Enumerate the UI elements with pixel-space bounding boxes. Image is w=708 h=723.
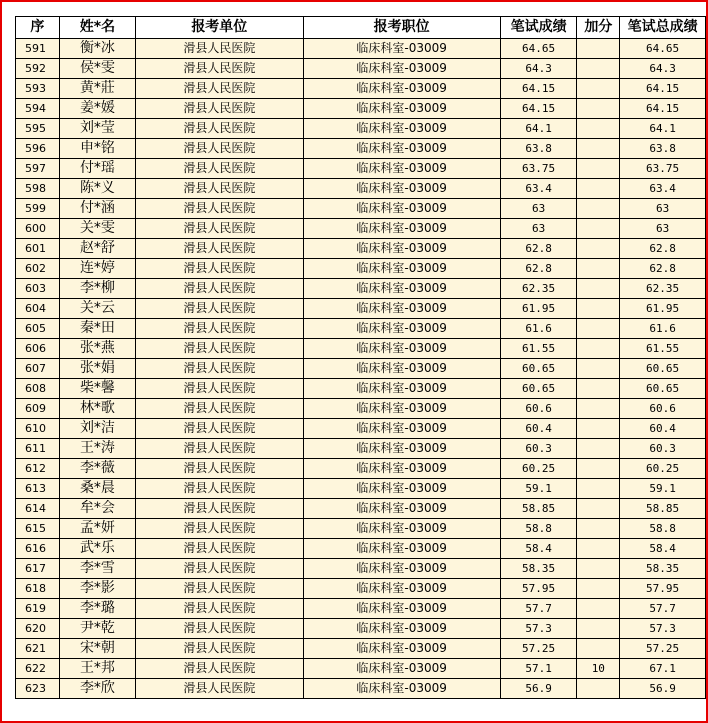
cell-position: 临床科室-03009 bbox=[303, 439, 500, 459]
cell-total: 64.65 bbox=[620, 39, 706, 59]
cell-unit: 滑县人民医院 bbox=[136, 459, 303, 479]
table-row bbox=[16, 299, 706, 319]
cell-score: 64.15 bbox=[500, 79, 577, 99]
table-row bbox=[16, 139, 706, 159]
cell-position: 临床科室-03009 bbox=[303, 259, 500, 279]
table-row bbox=[16, 59, 706, 79]
cell-score: 62.8 bbox=[500, 239, 577, 259]
table-body bbox=[16, 39, 706, 699]
cell-score: 63 bbox=[500, 199, 577, 219]
cell-seq: 615 bbox=[16, 519, 60, 539]
header-unit: 报考单位 bbox=[136, 17, 303, 39]
cell-score: 58.4 bbox=[500, 539, 577, 559]
cell-unit: 滑县人民医院 bbox=[136, 439, 303, 459]
cell-name: 林*歌 bbox=[59, 399, 135, 419]
cell-seq: 596 bbox=[16, 139, 60, 159]
table-row bbox=[16, 259, 706, 279]
cell-name: 尹*乾 bbox=[59, 619, 135, 639]
cell-seq: 592 bbox=[16, 59, 60, 79]
cell-unit: 滑县人民医院 bbox=[136, 579, 303, 599]
cell-bonus bbox=[577, 419, 620, 439]
cell-score: 57.3 bbox=[500, 619, 577, 639]
cell-position: 临床科室-03009 bbox=[303, 659, 500, 679]
cell-seq: 621 bbox=[16, 639, 60, 659]
cell-bonus bbox=[577, 119, 620, 139]
cell-score: 62.35 bbox=[500, 279, 577, 299]
table-row bbox=[16, 79, 706, 99]
cell-seq: 609 bbox=[16, 399, 60, 419]
table-row bbox=[16, 459, 706, 479]
table-row bbox=[16, 599, 706, 619]
cell-total: 59.1 bbox=[620, 479, 706, 499]
cell-bonus bbox=[577, 319, 620, 339]
table-row bbox=[16, 419, 706, 439]
cell-total: 58.8 bbox=[620, 519, 706, 539]
cell-total: 56.9 bbox=[620, 679, 706, 699]
cell-total: 63 bbox=[620, 219, 706, 239]
cell-seq: 594 bbox=[16, 99, 60, 119]
table-row bbox=[16, 339, 706, 359]
cell-name: 关*云 bbox=[59, 299, 135, 319]
cell-bonus bbox=[577, 239, 620, 259]
table-row bbox=[16, 619, 706, 639]
cell-score: 63.4 bbox=[500, 179, 577, 199]
cell-unit: 滑县人民医院 bbox=[136, 179, 303, 199]
cell-name: 黄*莊 bbox=[59, 79, 135, 99]
cell-position: 临床科室-03009 bbox=[303, 479, 500, 499]
cell-name: 陈*义 bbox=[59, 179, 135, 199]
cell-seq: 591 bbox=[16, 39, 60, 59]
cell-name: 柴*馨 bbox=[59, 379, 135, 399]
cell-unit: 滑县人民医院 bbox=[136, 99, 303, 119]
cell-seq: 593 bbox=[16, 79, 60, 99]
cell-score: 58.85 bbox=[500, 499, 577, 519]
cell-seq: 619 bbox=[16, 599, 60, 619]
cell-total: 58.35 bbox=[620, 559, 706, 579]
cell-score: 64.1 bbox=[500, 119, 577, 139]
cell-score: 62.8 bbox=[500, 259, 577, 279]
cell-seq: 611 bbox=[16, 439, 60, 459]
cell-position: 临床科室-03009 bbox=[303, 59, 500, 79]
cell-bonus bbox=[577, 99, 620, 119]
cell-position: 临床科室-03009 bbox=[303, 419, 500, 439]
table-row bbox=[16, 579, 706, 599]
cell-unit: 滑县人民医院 bbox=[136, 659, 303, 679]
cell-position: 临床科室-03009 bbox=[303, 619, 500, 639]
cell-total: 67.1 bbox=[620, 659, 706, 679]
table-row bbox=[16, 219, 706, 239]
cell-position: 临床科室-03009 bbox=[303, 339, 500, 359]
cell-position: 临床科室-03009 bbox=[303, 79, 500, 99]
table-row bbox=[16, 179, 706, 199]
cell-unit: 滑县人民医院 bbox=[136, 139, 303, 159]
cell-seq: 622 bbox=[16, 659, 60, 679]
cell-name: 王*邦 bbox=[59, 659, 135, 679]
cell-total: 58.85 bbox=[620, 499, 706, 519]
cell-name: 李*璐 bbox=[59, 599, 135, 619]
header-name: 姓*名 bbox=[59, 17, 135, 39]
cell-total: 64.3 bbox=[620, 59, 706, 79]
cell-bonus bbox=[577, 339, 620, 359]
cell-unit: 滑县人民医院 bbox=[136, 199, 303, 219]
cell-position: 临床科室-03009 bbox=[303, 599, 500, 619]
cell-seq: 602 bbox=[16, 259, 60, 279]
cell-unit: 滑县人民医院 bbox=[136, 619, 303, 639]
cell-seq: 606 bbox=[16, 339, 60, 359]
cell-seq: 623 bbox=[16, 679, 60, 699]
cell-position: 临床科室-03009 bbox=[303, 279, 500, 299]
cell-position: 临床科室-03009 bbox=[303, 219, 500, 239]
cell-position: 临床科室-03009 bbox=[303, 499, 500, 519]
cell-position: 临床科室-03009 bbox=[303, 239, 500, 259]
cell-unit: 滑县人民医院 bbox=[136, 159, 303, 179]
cell-seq: 610 bbox=[16, 419, 60, 439]
cell-score: 60.3 bbox=[500, 439, 577, 459]
cell-unit: 滑县人民医院 bbox=[136, 419, 303, 439]
cell-total: 60.65 bbox=[620, 359, 706, 379]
cell-score: 56.9 bbox=[500, 679, 577, 699]
cell-bonus bbox=[577, 439, 620, 459]
cell-position: 临床科室-03009 bbox=[303, 519, 500, 539]
table-row bbox=[16, 479, 706, 499]
cell-score: 64.3 bbox=[500, 59, 577, 79]
cell-total: 63.4 bbox=[620, 179, 706, 199]
cell-position: 临床科室-03009 bbox=[303, 159, 500, 179]
cell-seq: 604 bbox=[16, 299, 60, 319]
cell-seq: 601 bbox=[16, 239, 60, 259]
header-score: 笔试成绩 bbox=[500, 17, 577, 39]
cell-total: 62.8 bbox=[620, 239, 706, 259]
cell-name: 牟*会 bbox=[59, 499, 135, 519]
cell-total: 57.3 bbox=[620, 619, 706, 639]
cell-name: 刘*莹 bbox=[59, 119, 135, 139]
cell-position: 临床科室-03009 bbox=[303, 579, 500, 599]
cell-name: 连*婷 bbox=[59, 259, 135, 279]
cell-name: 李*影 bbox=[59, 579, 135, 599]
cell-score: 60.25 bbox=[500, 459, 577, 479]
cell-total: 61.6 bbox=[620, 319, 706, 339]
cell-bonus bbox=[577, 39, 620, 59]
cell-total: 57.7 bbox=[620, 599, 706, 619]
cell-bonus bbox=[577, 479, 620, 499]
table-row bbox=[16, 99, 706, 119]
cell-total: 64.15 bbox=[620, 79, 706, 99]
cell-seq: 603 bbox=[16, 279, 60, 299]
cell-score: 63.8 bbox=[500, 139, 577, 159]
table-row bbox=[16, 679, 706, 699]
cell-bonus bbox=[577, 379, 620, 399]
cell-unit: 滑县人民医院 bbox=[136, 219, 303, 239]
header-total: 笔试总成绩 bbox=[620, 17, 706, 39]
cell-seq: 605 bbox=[16, 319, 60, 339]
cell-unit: 滑县人民医院 bbox=[136, 599, 303, 619]
cell-position: 临床科室-03009 bbox=[303, 639, 500, 659]
cell-bonus bbox=[577, 279, 620, 299]
cell-seq: 613 bbox=[16, 479, 60, 499]
table-row bbox=[16, 359, 706, 379]
cell-bonus bbox=[577, 159, 620, 179]
cell-bonus bbox=[577, 539, 620, 559]
cell-seq: 618 bbox=[16, 579, 60, 599]
cell-name: 张*娟 bbox=[59, 359, 135, 379]
cell-unit: 滑县人民医院 bbox=[136, 379, 303, 399]
cell-name: 付*瑶 bbox=[59, 159, 135, 179]
cell-name: 姜*媛 bbox=[59, 99, 135, 119]
cell-unit: 滑县人民医院 bbox=[136, 519, 303, 539]
cell-bonus bbox=[577, 459, 620, 479]
cell-name: 付*涵 bbox=[59, 199, 135, 219]
cell-name: 李*雪 bbox=[59, 559, 135, 579]
cell-name: 宋*朝 bbox=[59, 639, 135, 659]
cell-name: 张*燕 bbox=[59, 339, 135, 359]
cell-seq: 608 bbox=[16, 379, 60, 399]
cell-position: 临床科室-03009 bbox=[303, 139, 500, 159]
cell-position: 临床科室-03009 bbox=[303, 119, 500, 139]
cell-bonus bbox=[577, 199, 620, 219]
cell-bonus bbox=[577, 519, 620, 539]
cell-position: 临床科室-03009 bbox=[303, 179, 500, 199]
cell-bonus bbox=[577, 179, 620, 199]
table-row bbox=[16, 379, 706, 399]
cell-unit: 滑县人民医院 bbox=[136, 79, 303, 99]
table-row bbox=[16, 279, 706, 299]
cell-score: 57.7 bbox=[500, 599, 577, 619]
cell-score: 63.75 bbox=[500, 159, 577, 179]
table-row bbox=[16, 39, 706, 59]
cell-name: 衡*冰 bbox=[59, 39, 135, 59]
cell-bonus bbox=[577, 399, 620, 419]
table-row bbox=[16, 319, 706, 339]
header-row bbox=[16, 17, 706, 39]
cell-total: 60.25 bbox=[620, 459, 706, 479]
cell-seq: 617 bbox=[16, 559, 60, 579]
cell-name: 赵*舒 bbox=[59, 239, 135, 259]
cell-unit: 滑县人民医院 bbox=[136, 39, 303, 59]
table-row bbox=[16, 439, 706, 459]
cell-unit: 滑县人民医院 bbox=[136, 639, 303, 659]
cell-score: 60.65 bbox=[500, 379, 577, 399]
cell-unit: 滑县人民医院 bbox=[136, 559, 303, 579]
table-row bbox=[16, 639, 706, 659]
cell-position: 临床科室-03009 bbox=[303, 319, 500, 339]
cell-score: 58.8 bbox=[500, 519, 577, 539]
cell-bonus bbox=[577, 559, 620, 579]
header-seq: 序 bbox=[16, 17, 60, 39]
cell-bonus bbox=[577, 359, 620, 379]
header-bonus: 加分 bbox=[577, 17, 620, 39]
cell-total: 60.6 bbox=[620, 399, 706, 419]
cell-score: 57.1 bbox=[500, 659, 577, 679]
cell-unit: 滑县人民医院 bbox=[136, 499, 303, 519]
cell-bonus bbox=[577, 259, 620, 279]
cell-score: 58.35 bbox=[500, 559, 577, 579]
cell-total: 63 bbox=[620, 199, 706, 219]
cell-seq: 600 bbox=[16, 219, 60, 239]
cell-total: 58.4 bbox=[620, 539, 706, 559]
cell-name: 刘*洁 bbox=[59, 419, 135, 439]
cell-bonus bbox=[577, 619, 620, 639]
cell-seq: 595 bbox=[16, 119, 60, 139]
cell-bonus bbox=[577, 499, 620, 519]
cell-unit: 滑县人民医院 bbox=[136, 239, 303, 259]
cell-total: 62.35 bbox=[620, 279, 706, 299]
cell-score: 64.15 bbox=[500, 99, 577, 119]
cell-position: 临床科室-03009 bbox=[303, 99, 500, 119]
cell-unit: 滑县人民医院 bbox=[136, 59, 303, 79]
cell-score: 63 bbox=[500, 219, 577, 239]
table-row bbox=[16, 519, 706, 539]
cell-position: 临床科室-03009 bbox=[303, 559, 500, 579]
cell-unit: 滑县人民医院 bbox=[136, 339, 303, 359]
cell-score: 61.55 bbox=[500, 339, 577, 359]
cell-seq: 612 bbox=[16, 459, 60, 479]
cell-total: 63.8 bbox=[620, 139, 706, 159]
table-row bbox=[16, 559, 706, 579]
cell-total: 62.8 bbox=[620, 259, 706, 279]
table-row bbox=[16, 539, 706, 559]
cell-total: 61.95 bbox=[620, 299, 706, 319]
cell-unit: 滑县人民医院 bbox=[136, 119, 303, 139]
cell-bonus bbox=[577, 139, 620, 159]
cell-score: 57.25 bbox=[500, 639, 577, 659]
cell-score: 57.95 bbox=[500, 579, 577, 599]
cell-position: 临床科室-03009 bbox=[303, 359, 500, 379]
cell-bonus bbox=[577, 579, 620, 599]
cell-unit: 滑县人民医院 bbox=[136, 319, 303, 339]
table-row bbox=[16, 199, 706, 219]
cell-bonus bbox=[577, 299, 620, 319]
cell-name: 李*欣 bbox=[59, 679, 135, 699]
table-row bbox=[16, 499, 706, 519]
cell-name: 王*涛 bbox=[59, 439, 135, 459]
cell-score: 59.1 bbox=[500, 479, 577, 499]
cell-unit: 滑县人民医院 bbox=[136, 279, 303, 299]
score-table bbox=[15, 16, 706, 699]
cell-position: 临床科室-03009 bbox=[303, 379, 500, 399]
cell-unit: 滑县人民医院 bbox=[136, 539, 303, 559]
cell-name: 桑*晨 bbox=[59, 479, 135, 499]
cell-seq: 616 bbox=[16, 539, 60, 559]
cell-name: 孟*妍 bbox=[59, 519, 135, 539]
cell-name: 李*柳 bbox=[59, 279, 135, 299]
cell-score: 61.95 bbox=[500, 299, 577, 319]
cell-score: 60.4 bbox=[500, 419, 577, 439]
cell-total: 60.65 bbox=[620, 379, 706, 399]
cell-name: 李*薇 bbox=[59, 459, 135, 479]
cell-position: 临床科室-03009 bbox=[303, 539, 500, 559]
cell-bonus bbox=[577, 639, 620, 659]
cell-seq: 597 bbox=[16, 159, 60, 179]
cell-position: 临床科室-03009 bbox=[303, 299, 500, 319]
cell-position: 临床科室-03009 bbox=[303, 679, 500, 699]
cell-unit: 滑县人民医院 bbox=[136, 399, 303, 419]
cell-position: 临床科室-03009 bbox=[303, 199, 500, 219]
cell-name: 武*乐 bbox=[59, 539, 135, 559]
cell-total: 60.3 bbox=[620, 439, 706, 459]
cell-total: 64.1 bbox=[620, 119, 706, 139]
cell-name: 侯*雯 bbox=[59, 59, 135, 79]
cell-bonus bbox=[577, 599, 620, 619]
cell-bonus bbox=[577, 79, 620, 99]
header-position: 报考职位 bbox=[303, 17, 500, 39]
table-row bbox=[16, 399, 706, 419]
cell-unit: 滑县人民医院 bbox=[136, 299, 303, 319]
cell-name: 秦*田 bbox=[59, 319, 135, 339]
cell-score: 60.65 bbox=[500, 359, 577, 379]
cell-position: 临床科室-03009 bbox=[303, 459, 500, 479]
table-row bbox=[16, 659, 706, 679]
cell-total: 57.25 bbox=[620, 639, 706, 659]
cell-bonus bbox=[577, 59, 620, 79]
cell-position: 临床科室-03009 bbox=[303, 399, 500, 419]
table-row bbox=[16, 159, 706, 179]
cell-seq: 598 bbox=[16, 179, 60, 199]
cell-bonus bbox=[577, 679, 620, 699]
cell-unit: 滑县人民医院 bbox=[136, 259, 303, 279]
cell-seq: 620 bbox=[16, 619, 60, 639]
cell-total: 64.15 bbox=[620, 99, 706, 119]
cell-total: 60.4 bbox=[620, 419, 706, 439]
cell-position: 临床科室-03009 bbox=[303, 39, 500, 59]
cell-total: 63.75 bbox=[620, 159, 706, 179]
cell-score: 64.65 bbox=[500, 39, 577, 59]
cell-seq: 607 bbox=[16, 359, 60, 379]
cell-unit: 滑县人民医院 bbox=[136, 679, 303, 699]
table-row bbox=[16, 119, 706, 139]
cell-bonus bbox=[577, 219, 620, 239]
cell-name: 申*铭 bbox=[59, 139, 135, 159]
cell-name: 关*雯 bbox=[59, 219, 135, 239]
cell-seq: 614 bbox=[16, 499, 60, 519]
cell-bonus: 10 bbox=[577, 659, 620, 679]
cell-unit: 滑县人民医院 bbox=[136, 359, 303, 379]
cell-total: 61.55 bbox=[620, 339, 706, 359]
table-row bbox=[16, 239, 706, 259]
cell-score: 61.6 bbox=[500, 319, 577, 339]
cell-total: 57.95 bbox=[620, 579, 706, 599]
cell-seq: 599 bbox=[16, 199, 60, 219]
cell-score: 60.6 bbox=[500, 399, 577, 419]
cell-unit: 滑县人民医院 bbox=[136, 479, 303, 499]
